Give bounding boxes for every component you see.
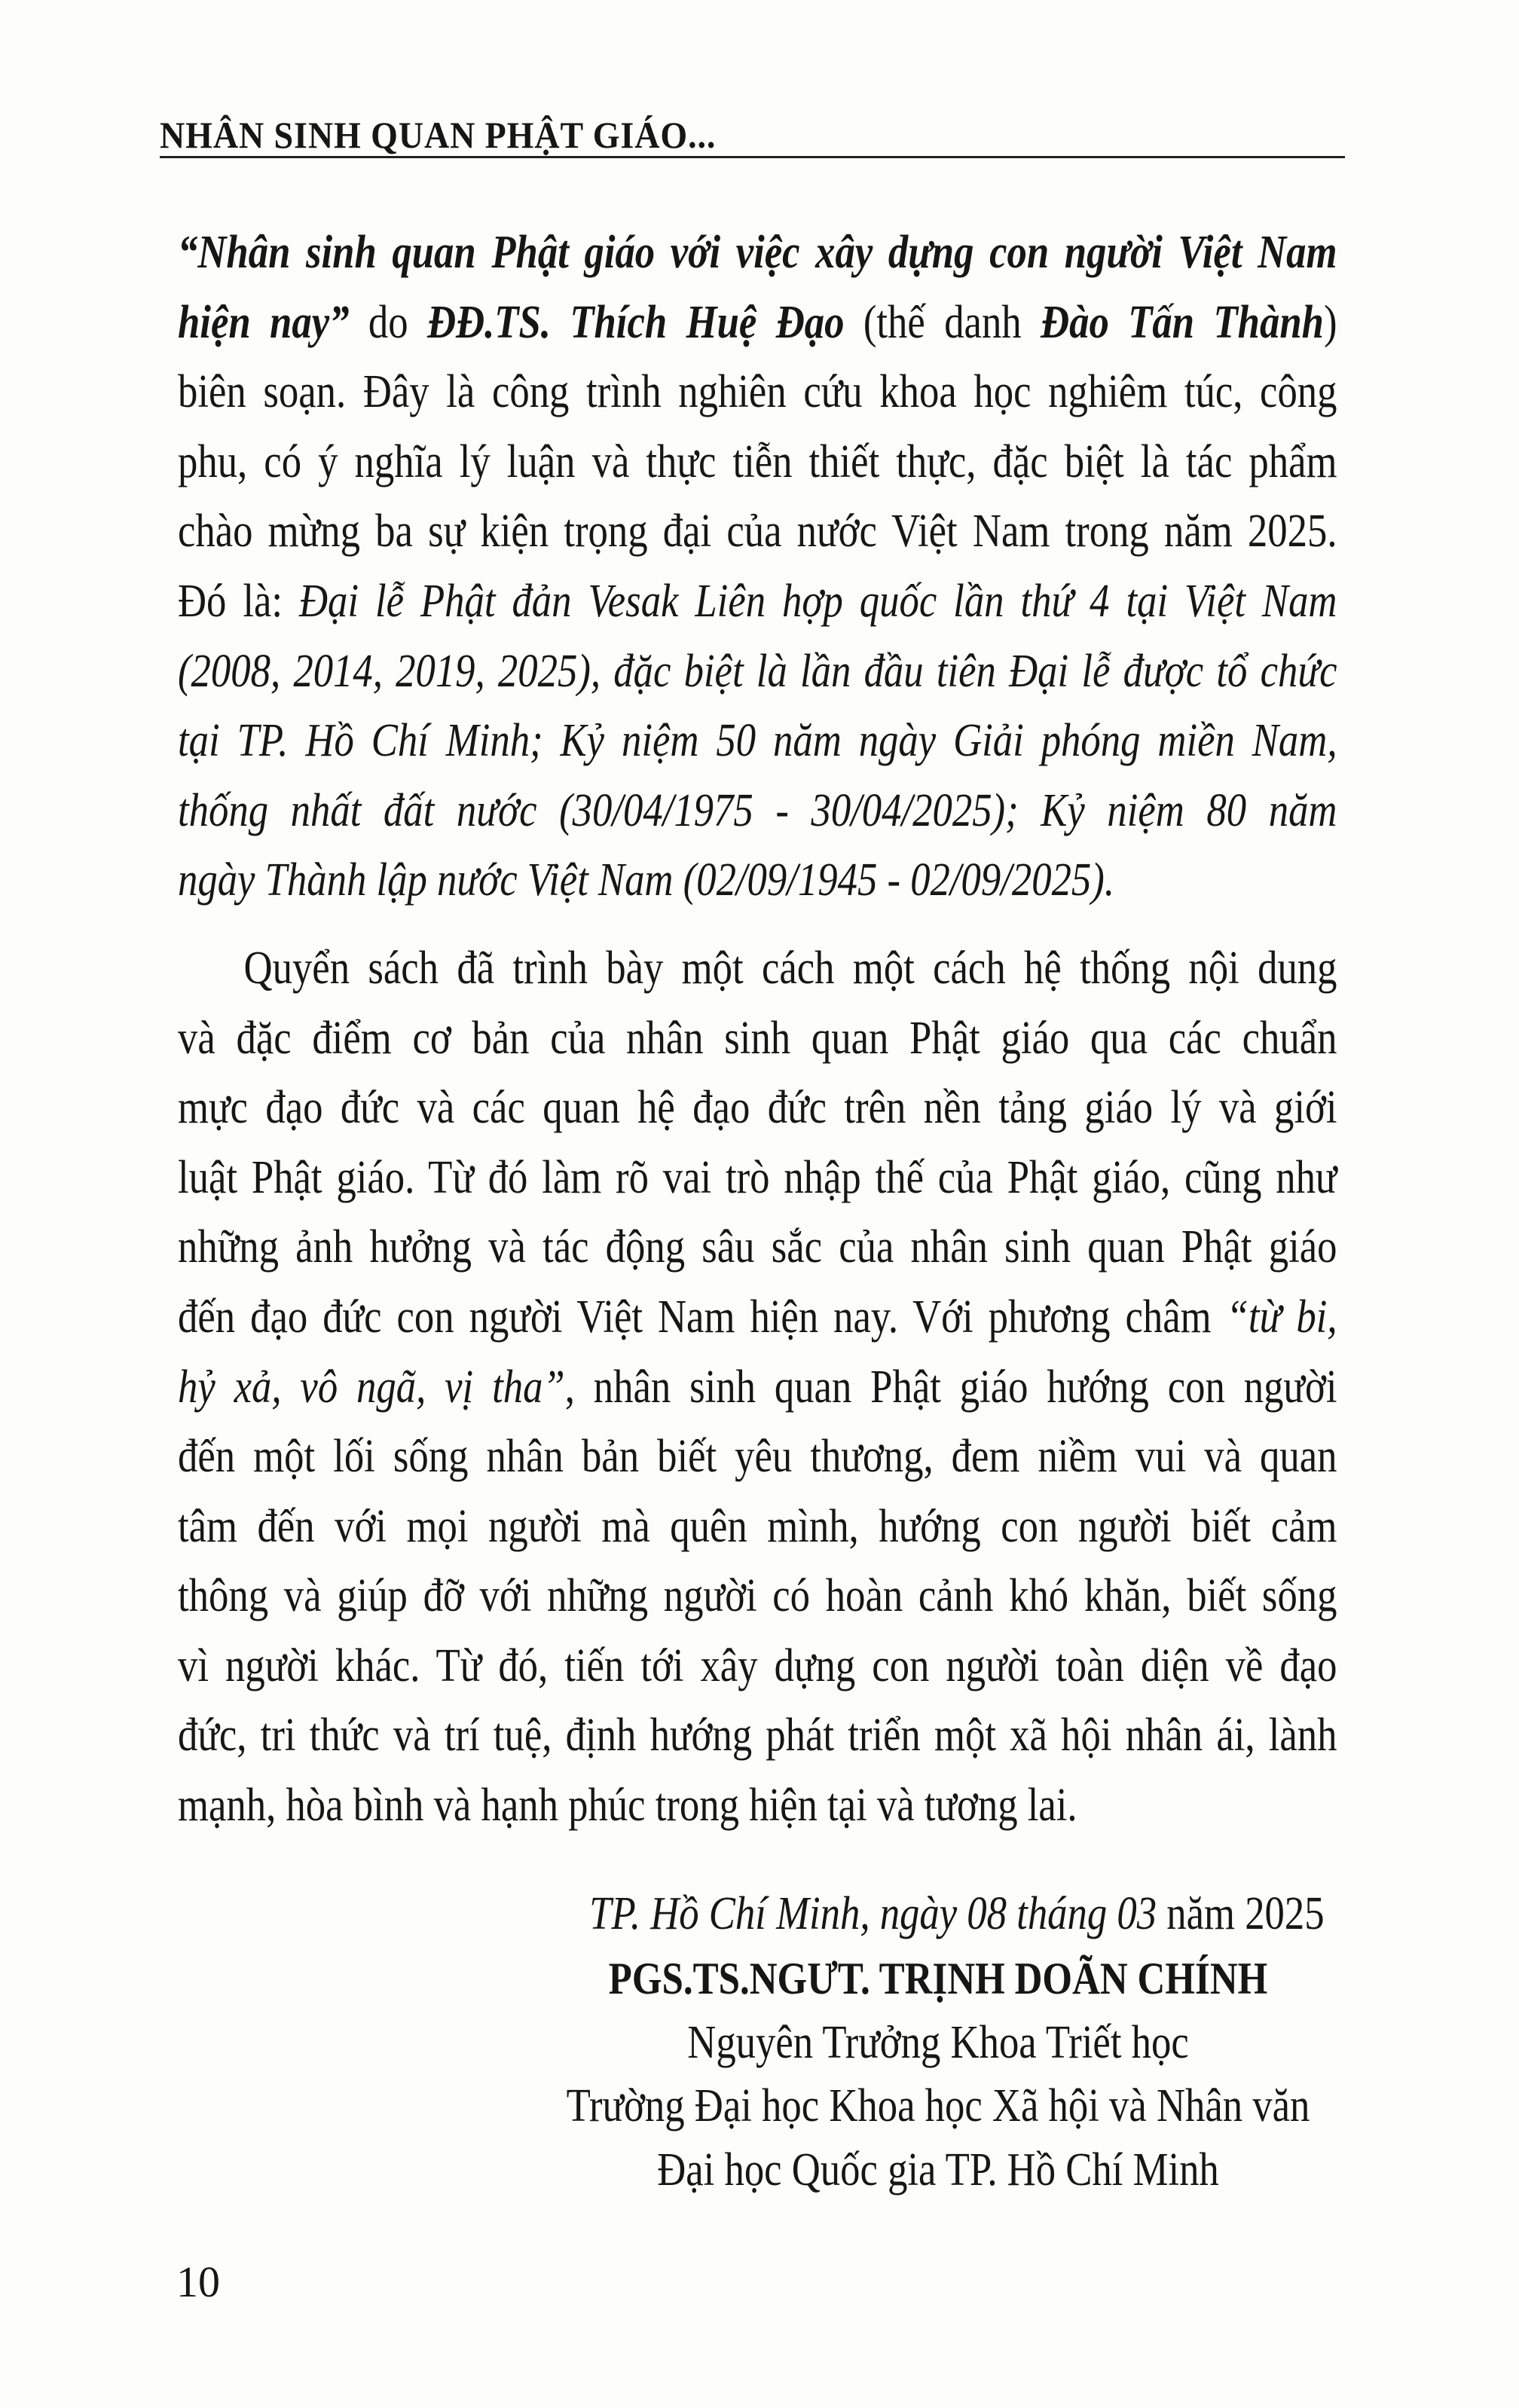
text-segment: luật Phật giáo. Từ đó làm rõ vai trò nhập thế của Phật giáo, cũng như: [178, 1151, 1337, 1203]
text-line: [178, 357, 1337, 427]
text-segment: mạnh, hòa bình và hạnh phúc trong hiện tại và tương lai.: [178, 1780, 1077, 1832]
text-line: [178, 427, 1337, 497]
text-line: [178, 497, 1337, 567]
text-line: [178, 1352, 1337, 1422]
text-line: [178, 706, 1337, 776]
text-segment: Quyển sách đã trình bày một cách một cách hệ thống nội dung: [243, 942, 1337, 994]
signature-title-2: Trường Đại học Khoa học Xã hội và Nhân văn: [566, 2080, 1310, 2131]
text-line: [178, 934, 1337, 1004]
text-segment: và đặc điểm cơ bản của nhân sinh quan Phật giáo qua các chuẩn: [178, 1012, 1337, 1064]
text-segment: mực đạo đức và các quan hệ đạo đức trên nền tảng giáo lý và giới: [178, 1082, 1337, 1134]
signature-name: PGS.TS.NGƯT. TRỊNH DOÃN CHÍNH: [608, 1954, 1268, 2003]
text-line: [178, 1212, 1337, 1282]
text-line: [178, 218, 1337, 288]
text-line: [178, 1073, 1337, 1143]
text-line: [178, 567, 1337, 637]
text-line: [178, 1492, 1337, 1562]
page-number: 10: [176, 2257, 220, 2306]
paragraph: [178, 218, 1337, 915]
text-segment: chào mừng ba sự kiện trọng đại của nước Việt Nam trong năm 2025.: [178, 506, 1337, 558]
text-segment: những ảnh hưởng và tác động sâu sắc của nhân sinh quan Phật giáo: [178, 1221, 1337, 1273]
text-segment: tâm đến với mọi người mà quên mình, hướng con người biết cảm: [178, 1500, 1337, 1552]
text-segment: (2008, 2014, 2019, 2025), đặc biệt là lần đầu tiên Đại lễ được tổ chức: [178, 645, 1337, 697]
text-segment: hỷ xả, vô ngã, vị tha”: [178, 1361, 565, 1413]
running-head: NHÂN SINH QUAN PHẬT GIÁO...: [160, 114, 717, 156]
text-line: [178, 1561, 1337, 1631]
text-line: [178, 1143, 1337, 1213]
text-segment: đức, tri thức và trí tuệ, định hướng phát triển một xã hội nhân ái, lành: [178, 1710, 1337, 1762]
text-line: [178, 776, 1337, 846]
text-line: [178, 1422, 1337, 1492]
text-line: [178, 1701, 1337, 1771]
text-segment: ngày Thành lập nước Việt Nam (02/09/1945 - 02/09/2025).: [178, 854, 1115, 906]
text-segment: (thế danh: [844, 296, 1041, 348]
signature-date-year: năm 2025: [1157, 1888, 1325, 1939]
paragraph: [178, 934, 1337, 1841]
text-segment: hiện nay”: [178, 296, 350, 348]
text-line: [178, 1631, 1337, 1701]
signature-date: [590, 1887, 1325, 1941]
text-line: [178, 845, 1337, 915]
body-text: [178, 218, 1337, 1841]
text-segment: đến một lối sống nhân bản biết yêu thương, đem niềm vui và quan: [178, 1431, 1337, 1483]
text-segment: ): [1323, 296, 1337, 348]
text-segment: Đó là:: [178, 575, 299, 627]
text-segment: “Nhân sinh quan Phật giáo với việc xây dựng con người Việt Nam: [178, 227, 1337, 278]
text-segment: phu, có ý nghĩa lý luận và thực tiễn thiết thực, đặc biệt là tác phẩm: [178, 435, 1337, 487]
text-segment: do: [349, 296, 427, 348]
header-rule: [160, 156, 1345, 158]
text-segment: , nhân sinh quan Phật giáo hướng con người: [564, 1361, 1337, 1413]
text-segment: Đại lễ Phật đản Vesak Liên hợp quốc lần thứ 4 tại Việt Nam: [298, 575, 1337, 627]
text-line: [178, 1004, 1337, 1074]
text-line: [178, 637, 1337, 707]
signature-title-3: Đại học Quốc gia TP. Hồ Chí Minh: [657, 2144, 1219, 2196]
text-segment: thống nhất đất nước (30/04/1975 - 30/04/2025); Kỷ niệm 80 năm: [178, 784, 1337, 836]
text-segment: thông và giúp đỡ với những người có hoàn cảnh khó khăn, biết sống: [178, 1570, 1337, 1622]
text-line: [178, 288, 1337, 358]
text-segment: vì người khác. Từ đó, tiến tới xây dựng con người toàn diện về đạo: [178, 1639, 1337, 1691]
text-line: [178, 1771, 1337, 1841]
signature-title-1: Nguyên Trưởng Khoa Triết học: [687, 2017, 1189, 2068]
text-line: [178, 1282, 1337, 1352]
signature-date-place: TP. Hồ Chí Minh, ngày 08 tháng 03: [589, 1888, 1157, 1939]
text-segment: đến đạo đức con người Việt Nam hiện nay. Với phương châm: [178, 1291, 1227, 1343]
text-segment: ĐĐ.TS. Thích Huệ Đạo: [426, 296, 845, 348]
text-segment: “từ bi,: [1226, 1291, 1337, 1343]
text-segment: Đào Tấn Thành: [1041, 296, 1324, 348]
text-segment: tại TP. Hồ Chí Minh; Kỷ niệm 50 năm ngày Giải phóng miền Nam,: [178, 715, 1337, 767]
text-segment: biên soạn. Đây là công trình nghiên cứu khoa học nghiêm túc, công: [178, 366, 1337, 418]
